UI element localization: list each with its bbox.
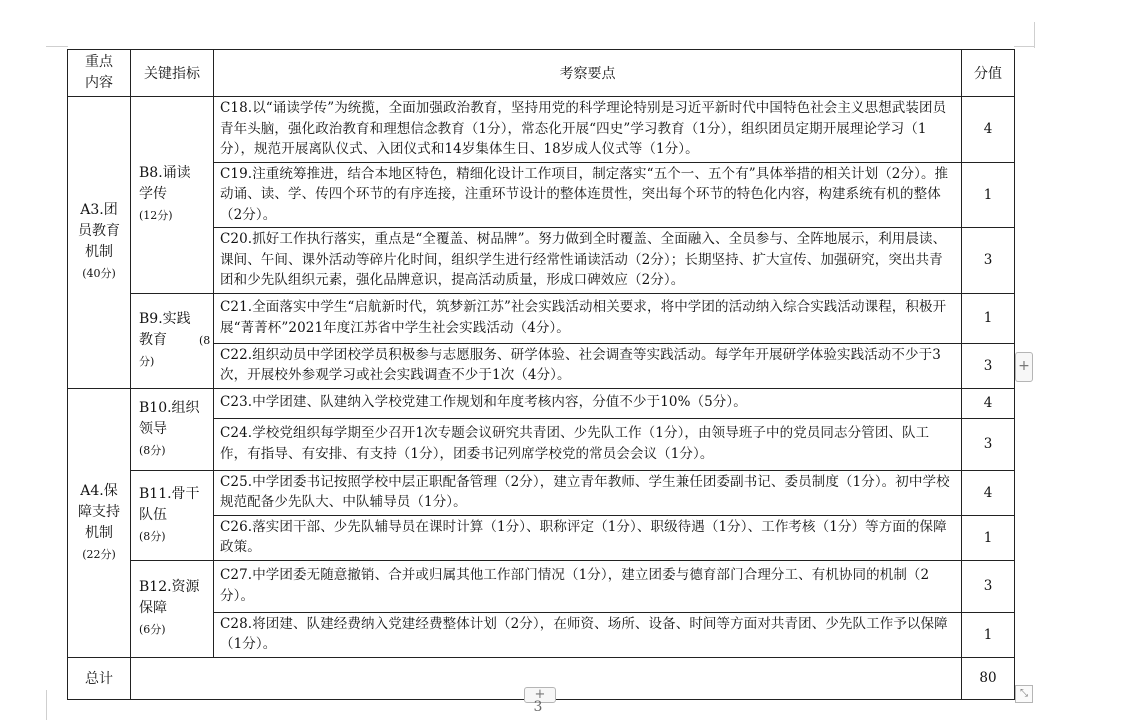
table-row xyxy=(68,97,1015,163)
indicator-score: (8分) xyxy=(139,443,166,457)
indicator-cell-b12[interactable] xyxy=(131,560,214,657)
focus-title: A3.团员教育机制 xyxy=(78,202,120,261)
add-column-button[interactable]: + xyxy=(1015,352,1033,382)
table-header-row xyxy=(68,50,1015,97)
table-resize-handle[interactable]: ⤡ xyxy=(1015,685,1033,703)
page-number: 3 xyxy=(533,699,543,715)
score-cell[interactable]: 1 xyxy=(962,612,1015,657)
score-cell[interactable]: 1 xyxy=(962,162,1015,228)
header-points[interactable] xyxy=(214,50,962,97)
page-margin-guide xyxy=(1034,22,1035,48)
indicator-name: B9.实践教育 xyxy=(139,311,191,348)
table-row xyxy=(68,388,1015,418)
indicator-cell-b10[interactable] xyxy=(131,388,214,470)
score-cell[interactable]: 3 xyxy=(962,228,1015,294)
indicator-cell-b9[interactable] xyxy=(131,293,214,388)
point-cell[interactable]: C25.中学团委书记按照学校中层正职配备管理（2分），建立青年教师、学生兼任团委副书记、委员制度（1分）。初中学校规范配备少先队大、中队辅导员（1分）。 xyxy=(214,470,962,515)
score-cell[interactable]: 3 xyxy=(962,343,1015,388)
table-row xyxy=(68,470,1015,515)
indicator-name: B11.骨干队伍 xyxy=(139,485,200,523)
header-focus[interactable] xyxy=(68,50,131,97)
table-row xyxy=(68,560,1015,612)
page-margin-guide xyxy=(46,46,68,47)
page-margin-guide xyxy=(46,690,47,720)
table-row xyxy=(68,293,1015,343)
point-cell[interactable]: C20.抓好工作执行落实，重点是“全覆盖、树品牌”。努力做到全时覆盖、全面融入、全员参与、全阵地展示，利用晨读、课间、午间、课外活动等碎片化时间，组织学生进行经常性诵读活动（2分）；长期坚持、扩大宣传、加强研究，突出共青团和少先队组织元素，强化品牌意识，提高活动质量，形成口碑效应（2分）。 xyxy=(214,228,962,294)
indicator-cell-b11[interactable] xyxy=(131,470,214,560)
point-cell[interactable]: C23.中学团建、队建纳入学校党建工作规划和年度考核内容，分值不少于10%（5分）。 xyxy=(214,388,962,418)
focus-cell-a4[interactable] xyxy=(68,388,131,657)
score-cell[interactable]: 4 xyxy=(962,97,1015,163)
indicator-cell-b8[interactable] xyxy=(131,97,214,294)
indicator-name: B12.资源保障 xyxy=(139,579,200,616)
point-cell[interactable]: C24.学校党组织每学期至少召开1次专题会议研究共青团、少先队工作（1分），由领导班子中的党员同志分管团、队工作，有指导、有安排、有支持（1分），团委书记列席学校党的常员会会议（1分）。 xyxy=(214,418,962,470)
evaluation-table xyxy=(67,49,1015,700)
focus-title: A4.保障支持机制 xyxy=(78,482,120,541)
total-score[interactable]: 80 xyxy=(962,657,1015,699)
indicator-score: (8分) xyxy=(139,334,211,368)
focus-cell-a3[interactable] xyxy=(68,97,131,389)
header-focus-label: 重点内容 xyxy=(85,54,113,91)
score-cell[interactable]: 4 xyxy=(962,470,1015,515)
header-key-indicator-label: 关键指标 xyxy=(144,66,200,82)
header-score[interactable] xyxy=(962,50,1015,97)
focus-score: (22分) xyxy=(82,547,116,561)
point-cell[interactable]: C19.注重统筹推进，结合本地区特色，精细化设计工作项目，制定落实“五个一、五个有”具体举措的相关计划（2分）。推动诵、读、学、传四个环节的有序连接，注重环节设计的整体连贯性，突出每个环节的特色化内容，构建系统有机的整体（2分）。 xyxy=(214,162,962,228)
total-label[interactable]: 总计 xyxy=(68,657,131,699)
indicator-score: (8分) xyxy=(139,529,166,543)
indicator-name: B10.组织领导 xyxy=(139,399,200,437)
point-cell[interactable]: C18.以“诵读学传”为统揽，全面加强政治教育，坚持用党的科学理论特别是习近平新时代中国特色社会主义思想武装团员青年头脑，强化政治教育和理想信念教育（1分），常态化开展“四史”学习教育（1分），组织团员定期开展理论学习（1分），规范开展离队仪式、入团仪式和14岁集体生日、18岁成人仪式等（1分）。 xyxy=(214,97,962,163)
focus-score: (40分) xyxy=(82,267,116,281)
score-cell[interactable]: 4 xyxy=(962,388,1015,418)
header-score-label: 分值 xyxy=(974,66,1002,82)
indicator-score: (6分) xyxy=(139,623,166,636)
score-cell[interactable]: 3 xyxy=(962,418,1015,470)
score-cell[interactable]: 1 xyxy=(962,515,1015,560)
score-cell[interactable]: 1 xyxy=(962,293,1015,343)
point-cell[interactable]: C26.落实团干部、少先队辅导员在课时计算（1分）、职称评定（1分）、职级待遇（1分）、工作考核（1分）等方面的保障政策。 xyxy=(214,515,962,560)
point-cell[interactable]: C21.全面落实中学生“启航新时代，筑梦新江苏”社会实践活动相关要求，将中学团的活动纳入综合实践活动课程，积极开展“菁菁杯”2021年度江苏省中学生社会实践活动（4分）。 xyxy=(214,293,962,343)
header-points-label: 考察要点 xyxy=(559,66,616,82)
indicator-score: (12分) xyxy=(139,209,173,223)
point-cell[interactable]: C22.组织动员中学团校学员积极参与志愿服务、研学体验、社会调查等实践活动。每学年开展研学体验实践活动不少于3次，开展校外参观学习或社会实践调查不少于1次（4分）。 xyxy=(214,343,962,388)
indicator-name: B8.诵读学传 xyxy=(139,165,191,203)
add-row-button[interactable]: + xyxy=(524,687,556,703)
header-key-indicator[interactable] xyxy=(131,50,214,97)
point-cell[interactable]: C27.中学团委无随意撤销、合并或归属其他工作部门情况（1分），建立团委与德育部门合理分工、有机协同的机制（2分）。 xyxy=(214,560,962,612)
page-margin-guide xyxy=(1014,46,1034,47)
score-cell[interactable]: 3 xyxy=(962,560,1015,612)
point-cell[interactable]: C28.将团建、队建经费纳入党建经费整体计划（2分），在师资、场所、设备、时间等方面对共青团、少先队工作予以保障（1分）。 xyxy=(214,612,962,657)
